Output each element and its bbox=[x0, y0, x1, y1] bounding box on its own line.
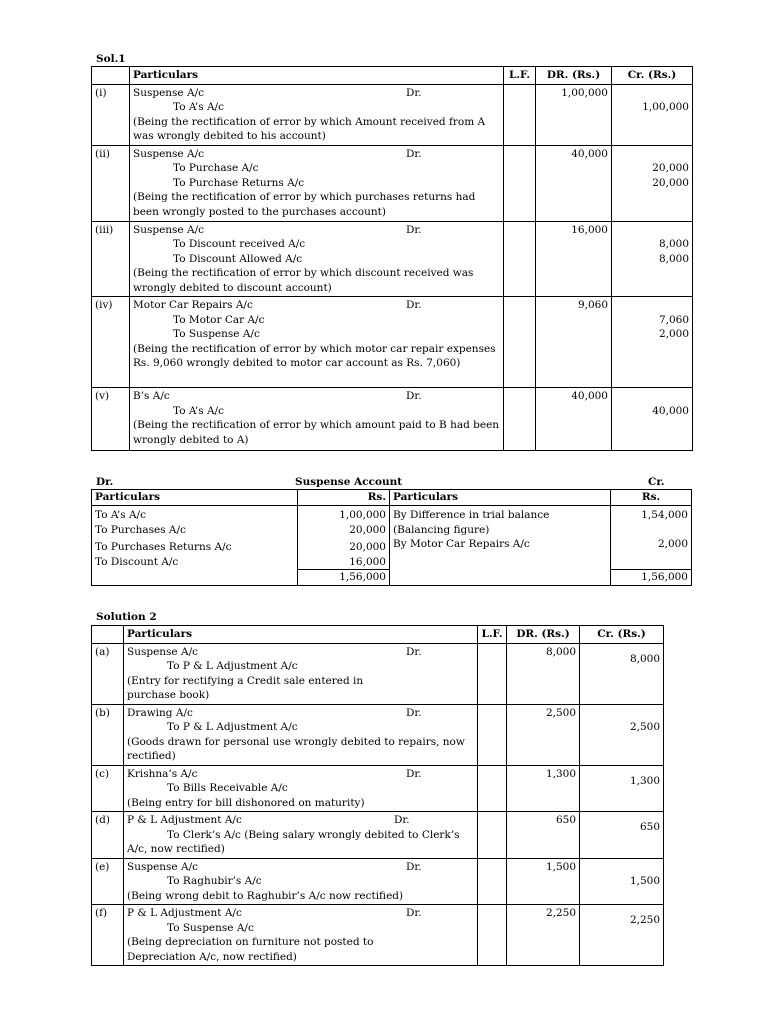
sol1-heading: Sol.1 bbox=[96, 53, 126, 65]
entry-particulars bbox=[130, 84, 504, 145]
credit-amount: 2,000 bbox=[657, 538, 688, 550]
entry-particulars bbox=[130, 297, 504, 388]
journal-entry-row bbox=[92, 145, 693, 221]
dr-amount: 650 bbox=[507, 812, 580, 859]
credit-account: To A’s A/c bbox=[173, 101, 224, 113]
dr-mark: Dr. bbox=[406, 860, 422, 873]
journal-entry-row bbox=[92, 221, 693, 297]
credit-account: To A’s A/c bbox=[173, 404, 224, 417]
narration: (Being depreciation on furniture not posted to Depreciation A/c, now rectified) bbox=[127, 936, 374, 963]
dr-mark: Dr. bbox=[406, 767, 422, 780]
debit-amount: 20,000 bbox=[349, 541, 386, 553]
journal-entry-row bbox=[92, 388, 693, 451]
credit-item: By Difference in trial balance bbox=[393, 509, 550, 521]
dr-amount: 1,300 bbox=[507, 765, 580, 812]
dr-amount: 2,500 bbox=[507, 704, 580, 765]
entry-lf bbox=[504, 388, 536, 451]
entry-no: (iii) bbox=[92, 221, 130, 297]
suspense-total-row bbox=[92, 570, 692, 586]
journal-entry-row bbox=[92, 643, 664, 704]
header-rs: Rs. bbox=[611, 490, 692, 506]
entry-particulars bbox=[124, 858, 478, 905]
entry-lf bbox=[504, 221, 536, 297]
debit-account: Suspense A/c bbox=[127, 860, 198, 873]
total-credit: 1,56,000 bbox=[611, 570, 692, 586]
cr-amount: 8,000 bbox=[629, 652, 660, 665]
total-spacer bbox=[92, 570, 298, 586]
header-lf: L.F. bbox=[504, 67, 536, 85]
narration: (Being the rectification of error by which amount paid to B had been wrongly debited to A) bbox=[133, 419, 500, 446]
debit-account: Suspense A/c bbox=[133, 147, 204, 160]
header-cr: Cr. (Rs.) bbox=[612, 67, 693, 85]
suspense-dr-label: Dr. bbox=[96, 476, 114, 488]
sol2-journal-table bbox=[91, 625, 664, 966]
narration: (Being the rectification of error by which motor car repair expenses Rs. 9,060 wrongly debited to motor car account as Rs. 7,060) bbox=[133, 342, 496, 369]
dr-amount: 9,060 bbox=[536, 297, 612, 388]
cr-amount: 2,000 bbox=[658, 328, 689, 340]
cr-amount: 20,000 bbox=[652, 176, 689, 189]
narration: (Entry for rectifying a Credit sale entered in purchase book) bbox=[127, 674, 364, 701]
entry-no: (iv) bbox=[92, 297, 130, 388]
suspense-debit-amounts bbox=[298, 506, 390, 570]
debit-account: Suspense A/c bbox=[133, 223, 204, 236]
dr-mark: Dr. bbox=[406, 86, 422, 99]
debit-account: P & L Adjustment A/c bbox=[127, 907, 242, 919]
entry-lf bbox=[504, 145, 536, 221]
entry-no: (ii) bbox=[92, 145, 130, 221]
debit-account: Drawing A/c bbox=[127, 706, 193, 719]
narration: (Being the rectification of error by which purchases returns had been wrongly posted to the purchases account) bbox=[133, 191, 476, 218]
cr-amount-cell bbox=[580, 765, 664, 812]
narration: (Goods drawn for personal use wrongly debited to repairs, now rectified) bbox=[127, 735, 465, 762]
credit-account: To Suspense A/c bbox=[167, 921, 254, 934]
header-particulars: Particulars bbox=[130, 67, 504, 85]
debit-item: To Purchases Returns A/c bbox=[95, 541, 232, 553]
narration: (Being entry for bill dishonored on maturity) bbox=[127, 796, 365, 809]
credit-account: To P & L Adjustment A/c bbox=[167, 660, 298, 672]
journal-entry-row bbox=[92, 905, 664, 966]
entry-no: (e) bbox=[92, 858, 124, 905]
cr-amount-cell bbox=[580, 704, 664, 765]
credit-amount: 1,54,000 bbox=[641, 509, 688, 521]
entry-lf bbox=[478, 812, 507, 859]
header-dr: DR. (Rs.) bbox=[536, 67, 612, 85]
entry-particulars bbox=[130, 145, 504, 221]
dr-mark: Dr. bbox=[406, 223, 422, 236]
cr-amount: 1,00,000 bbox=[642, 101, 689, 113]
entry-lf bbox=[478, 858, 507, 905]
narration: (Being the rectification of error by which Amount received from A was wrongly debited to his account) bbox=[133, 115, 486, 142]
entry-lf bbox=[504, 297, 536, 388]
cr-amount: 8,000 bbox=[658, 252, 689, 265]
credit-account: To Suspense A/c bbox=[173, 328, 260, 340]
total-debit: 1,56,000 bbox=[298, 570, 390, 586]
journal-entry-row bbox=[92, 765, 664, 812]
narration: (Being the rectification of error by which discount received was wrongly debited to discount account) bbox=[133, 267, 474, 294]
suspense-credit-side bbox=[390, 506, 611, 570]
cr-amount: 7,060 bbox=[658, 313, 689, 326]
cr-amount: 20,000 bbox=[652, 162, 689, 174]
debit-account: P & L Adjustment A/c bbox=[127, 814, 242, 826]
credit-account: To Purchase Returns A/c bbox=[173, 176, 305, 189]
credit-account: To Discount received A/c bbox=[173, 238, 306, 250]
debit-account: Krishna’s A/c bbox=[127, 767, 198, 780]
table-header-row bbox=[92, 626, 664, 644]
entry-no: (f) bbox=[92, 905, 124, 966]
cr-amount: 40,000 bbox=[652, 404, 689, 417]
dr-mark: Dr. bbox=[406, 147, 422, 160]
entry-lf bbox=[478, 765, 507, 812]
journal-entry-row bbox=[92, 297, 693, 388]
credit-account: To Bills Receivable A/c bbox=[167, 782, 288, 794]
cr-amount: 1,500 bbox=[629, 875, 660, 887]
credit-account: To Discount Allowed A/c bbox=[173, 252, 303, 265]
entry-particulars bbox=[124, 905, 478, 966]
journal-entry-row bbox=[92, 84, 693, 145]
cr-amount-cell bbox=[580, 812, 664, 859]
dr-mark: Dr. bbox=[406, 645, 422, 658]
cr-amount: 650 bbox=[639, 821, 660, 833]
cr-amount-cell bbox=[580, 858, 664, 905]
entry-no: (c) bbox=[92, 765, 124, 812]
dr-amount: 8,000 bbox=[507, 643, 580, 704]
cr-amount: 2,250 bbox=[629, 914, 660, 926]
dr-amount: 16,000 bbox=[536, 221, 612, 297]
dr-mark: Dr. bbox=[394, 814, 410, 826]
cr-amount-cell bbox=[612, 221, 693, 297]
credit-account: To P & L Adjustment A/c bbox=[167, 721, 298, 733]
journal-entry-row bbox=[92, 704, 664, 765]
credit-item-note: (Balancing figure) bbox=[393, 523, 490, 536]
entry-lf bbox=[478, 704, 507, 765]
debit-account: B’s A/c bbox=[133, 390, 170, 402]
header-particulars: Particulars bbox=[124, 626, 478, 644]
debit-amount: 20,000 bbox=[349, 523, 386, 536]
cr-amount: 2,500 bbox=[629, 721, 660, 733]
suspense-account-table bbox=[91, 489, 692, 586]
dr-mark: Dr. bbox=[406, 706, 422, 719]
dr-mark: Dr. bbox=[406, 390, 422, 402]
narration: A/c, now rectified) bbox=[127, 843, 225, 855]
suspense-body-row bbox=[92, 506, 692, 570]
debit-amount: 1,00,000 bbox=[339, 509, 386, 521]
entry-lf bbox=[504, 84, 536, 145]
entry-particulars bbox=[124, 765, 478, 812]
table-header-row bbox=[92, 67, 693, 85]
debit-account: Suspense A/c bbox=[127, 645, 198, 658]
suspense-cr-label: Cr. bbox=[648, 476, 665, 488]
suspense-credit-amounts bbox=[611, 506, 692, 570]
header-lf: L.F. bbox=[478, 626, 507, 644]
dr-amount: 40,000 bbox=[536, 145, 612, 221]
credit-account: To Motor Car A/c bbox=[173, 313, 265, 326]
cr-amount-cell bbox=[612, 297, 693, 388]
entry-particulars bbox=[124, 643, 478, 704]
suspense-debit-side bbox=[92, 506, 298, 570]
journal-entry-row bbox=[92, 858, 664, 905]
entry-particulars bbox=[130, 388, 504, 451]
debit-account: Suspense A/c bbox=[133, 86, 204, 99]
sol2-heading: Solution 2 bbox=[96, 611, 157, 623]
dr-amount: 2,250 bbox=[507, 905, 580, 966]
cr-amount: 1,300 bbox=[629, 774, 660, 787]
debit-item: To Discount A/c bbox=[95, 555, 179, 568]
dr-amount: 1,500 bbox=[507, 858, 580, 905]
dr-amount: 1,00,000 bbox=[536, 84, 612, 145]
dr-mark: Dr. bbox=[406, 299, 422, 311]
entry-no: (i) bbox=[92, 84, 130, 145]
cr-amount: 8,000 bbox=[658, 238, 689, 250]
entry-no: (d) bbox=[92, 812, 124, 859]
dr-mark: Dr. bbox=[406, 907, 422, 919]
debit-item: To A’s A/c bbox=[95, 509, 146, 521]
entry-no: (v) bbox=[92, 388, 130, 451]
entry-particulars bbox=[130, 221, 504, 297]
sol1-journal-table bbox=[91, 66, 693, 451]
debit-item: To Purchases A/c bbox=[95, 523, 186, 536]
dr-amount: 40,000 bbox=[536, 388, 612, 451]
cr-amount-cell bbox=[580, 905, 664, 966]
entry-lf bbox=[478, 905, 507, 966]
journal-entry-row bbox=[92, 812, 664, 859]
credit-account: To Raghubir’s A/c bbox=[167, 875, 262, 887]
header-particulars: Particulars bbox=[390, 490, 611, 506]
suspense-header-row bbox=[92, 490, 692, 506]
header-particulars: Particulars bbox=[92, 490, 298, 506]
credit-item: By Motor Car Repairs A/c bbox=[393, 538, 530, 550]
debit-account: Motor Car Repairs A/c bbox=[133, 299, 253, 311]
entry-particulars bbox=[124, 812, 478, 859]
cr-amount-cell bbox=[612, 145, 693, 221]
header-rs: Rs. bbox=[298, 490, 390, 506]
total-spacer bbox=[390, 570, 611, 586]
entry-no: (a) bbox=[92, 643, 124, 704]
suspense-title: Suspense Account bbox=[295, 476, 403, 488]
credit-account: To Purchase A/c bbox=[173, 162, 259, 174]
entry-lf bbox=[478, 643, 507, 704]
cr-amount-cell bbox=[580, 643, 664, 704]
narration: (Being wrong debit to Raghubir’s A/c now rectified) bbox=[127, 889, 404, 902]
entry-particulars bbox=[124, 704, 478, 765]
cr-amount-cell bbox=[612, 388, 693, 451]
entry-no: (b) bbox=[92, 704, 124, 765]
debit-amount: 16,000 bbox=[349, 555, 386, 568]
header-dr: DR. (Rs.) bbox=[507, 626, 580, 644]
cr-amount-cell bbox=[612, 84, 693, 145]
credit-account: To Clerk’s A/c (Being salary wrongly debited to Clerk’s bbox=[167, 828, 460, 841]
header-cr: Cr. (Rs.) bbox=[580, 626, 664, 644]
